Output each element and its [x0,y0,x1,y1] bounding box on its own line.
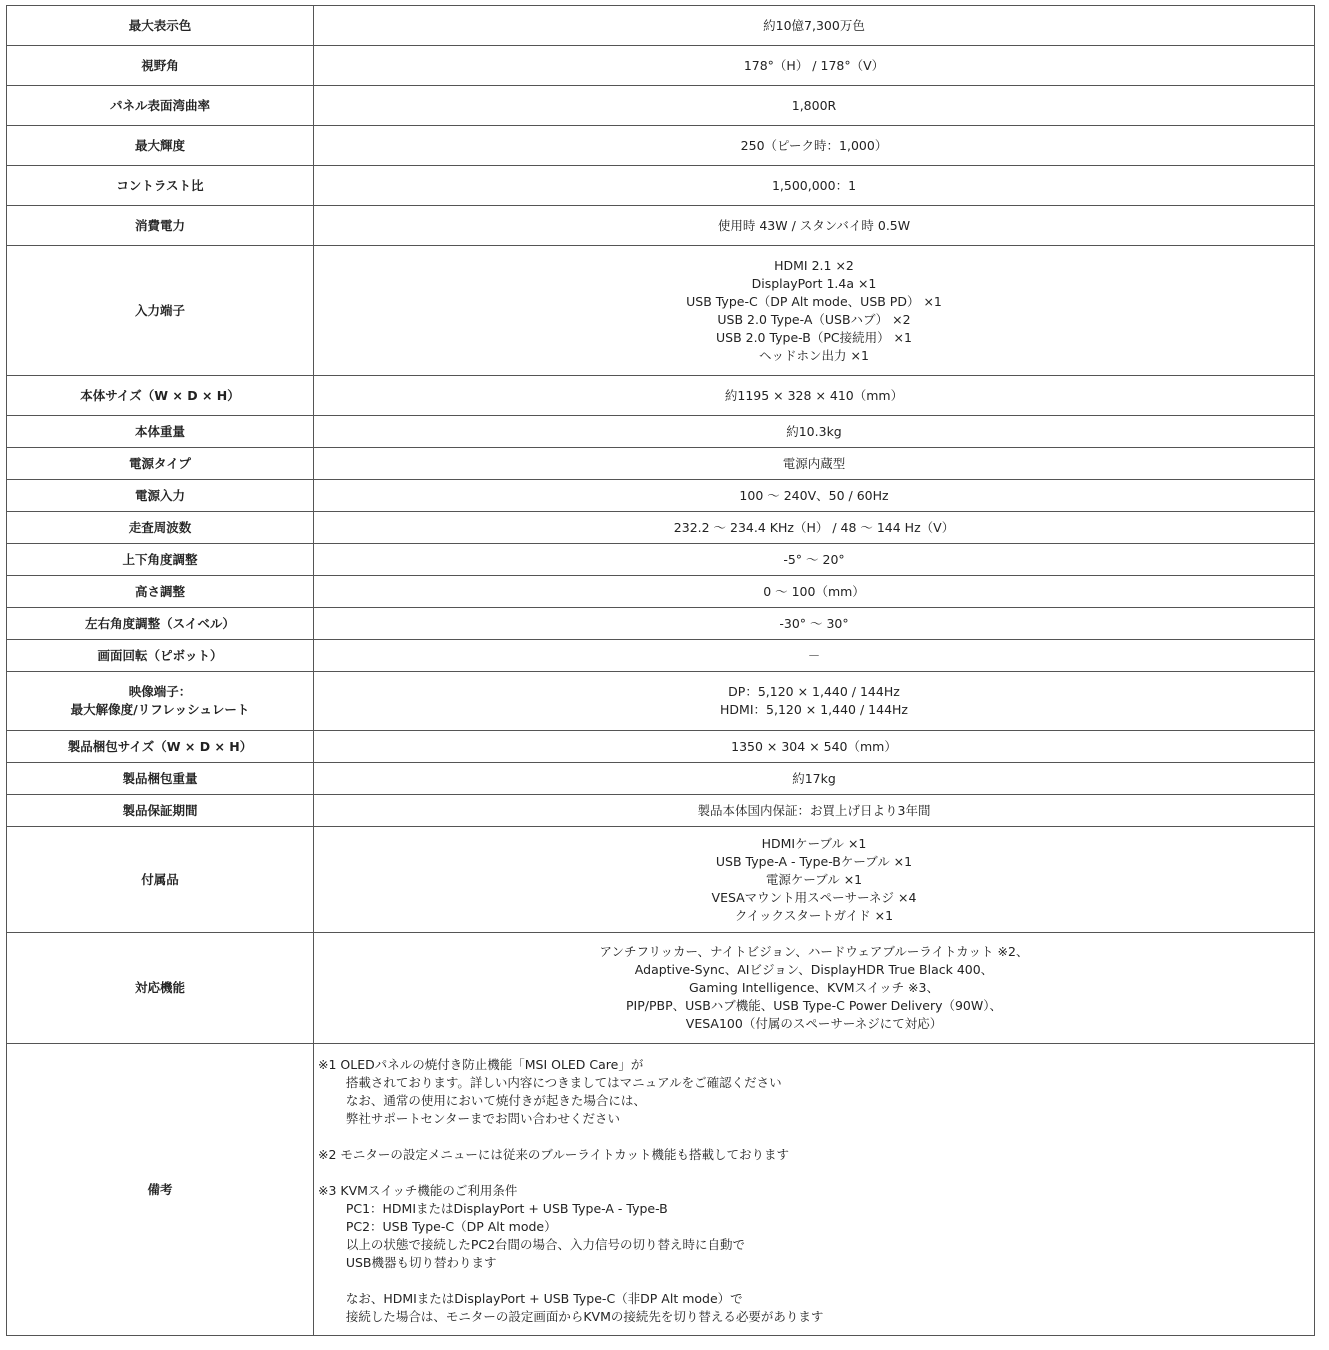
notes-line: 搭載されております。詳しい内容につきましてはマニュアルをご確認ください [318,1074,782,1090]
spec-value-line: -5° ～ 20° [783,551,845,567]
spec-value-line: USB 2.0 Type-A（USBハブ） ×2 [717,311,911,327]
spec-label [7,6,314,46]
spec-value [314,827,1315,933]
spec-label [7,672,314,731]
spec-value [314,795,1315,827]
notes-line: 以上の状態で接続したPC2台間の場合、入力信号の切り替え時に自動で [318,1236,746,1252]
spec-label [7,206,314,246]
spec-label-text: 視野角 [141,57,179,73]
spec-value-line: USB Type-A - Type-Bケーブル ×1 [715,853,913,869]
spec-value [314,376,1315,416]
spec-label [7,763,314,795]
spec-label [7,731,314,763]
spec-label-text: 付属品 [141,871,179,887]
spec-label [7,544,314,576]
spec-value-line: DisplayPort 1.4a ×1 [751,275,877,291]
spec-value-line: 電源内蔵型 [782,455,846,471]
spec-row [7,576,1315,608]
spec-table-body [7,6,1315,1336]
spec-row [7,512,1315,544]
spec-row [7,126,1315,166]
spec-label-text: コントラスト比 [116,177,204,193]
spec-row [7,827,1315,933]
spec-label-text: 電源タイプ [129,455,191,471]
spec-value [314,576,1315,608]
spec-value [314,512,1315,544]
notes-line: 弊社サポートセンターまでお問い合わせください [318,1110,620,1126]
spec-value [314,731,1315,763]
notes-line: ※2 モニターの設定メニューには従来のブルーライトカット機能も搭載しております [318,1146,790,1162]
spec-label-text: 走査周波数 [128,519,192,535]
spec-label [7,416,314,448]
notes-label: 備考 [7,1044,314,1336]
spec-value-line: 約17kg [792,770,836,786]
spec-value-line: 178°（H） / 178°（V） [743,57,885,73]
spec-label [7,126,314,166]
spec-value-line: ヘッドホン出力 ×1 [759,347,869,363]
spec-value-line: 1,500,000：1 [771,177,857,193]
spec-table [6,5,1315,1336]
notes-line: なお、通常の使用において焼付きが起きた場合には、 [318,1092,646,1108]
notes-line: PC1：HDMIまたはDisplayPort + USB Type-A - Type-B [318,1200,668,1216]
spec-value-line: HDMI：5,120 × 1,440 / 144Hz [720,702,908,717]
spec-row [7,166,1315,206]
spec-value-line: 約10.3kg [786,423,842,439]
spec-row [7,6,1315,46]
spec-row [7,376,1315,416]
spec-value-line: DP：5,120 × 1,440 / 144Hz [728,684,900,699]
spec-value [314,6,1315,46]
spec-value [314,608,1315,640]
spec-value [314,544,1315,576]
notes-row [7,1044,1315,1336]
spec-value [314,448,1315,480]
notes-line: 接続した場合は、モニターの設定画面からKVMの接続先を切り替える必要があります [318,1308,824,1324]
spec-label-text: 本体重量 [134,423,185,439]
spec-row [7,933,1315,1044]
spec-value-line: 250（ピーク時：1,000） [740,137,888,153]
spec-value [314,640,1315,672]
spec-label [7,933,314,1044]
spec-label [7,246,314,376]
spec-value-line: アンチフリッカー、ナイトビジョン、ハードウェアブルーライトカット ※2、 [599,944,1029,959]
spec-value-line: 1350 × 304 × 540（mm） [731,738,897,754]
spec-value [314,416,1315,448]
notes-value [314,1044,1315,1336]
spec-row [7,246,1315,376]
spec-value [314,246,1315,376]
spec-value-line: Gaming Intelligence、KVMスイッチ ※3、 [689,980,939,995]
spec-value-line: 232.2 ～ 234.4 KHz（H） / 48 ～ 144 Hz（V） [673,519,955,535]
spec-value-line: － [807,647,821,663]
spec-value-line: 約10億7,300万色 [763,17,865,33]
spec-value-line: -30° ～ 30° [779,615,849,631]
spec-row [7,608,1315,640]
spec-label [7,448,314,480]
notes-line: ※1 OLEDパネルの焼付き防止機能「MSI OLED Care」が [318,1056,644,1072]
spec-value [314,672,1315,731]
spec-label [7,166,314,206]
notes-line [318,1128,1310,1146]
spec-label-text: 映像端子： [128,684,192,699]
spec-label-text: 本体サイズ（W × D × H） [80,387,240,403]
spec-label-text: 最大表示色 [128,17,192,33]
spec-label-text: 製品保証期間 [122,802,198,818]
spec-row [7,46,1315,86]
spec-value-line: 使用時 43W / スタンバイ時 0.5W [717,217,911,233]
spec-value [314,166,1315,206]
spec-value-line: クイックスタートガイド ×1 [734,907,894,923]
notes-line [318,1272,1310,1290]
spec-label [7,576,314,608]
spec-row [7,86,1315,126]
spec-row [7,672,1315,731]
spec-label-text: 画面回転（ピボット） [97,647,223,663]
spec-value-line: Adaptive-Sync、AIビジョン、DisplayHDR True Black 400、 [634,962,994,977]
spec-value-line: 100 ～ 240V、50 / 60Hz [739,487,889,503]
spec-value [314,206,1315,246]
spec-row [7,640,1315,672]
spec-value-line: HDMI 2.1 ×2 [774,257,854,273]
spec-value-line: 製品本体国内保証：お買上げ日より3年間 [697,802,931,818]
spec-value [314,86,1315,126]
spec-label-text: 対応機能 [134,980,185,995]
notes-line: ※3 KVMスイッチ機能のご利用条件 [318,1182,518,1198]
spec-value-line: 電源ケーブル ×1 [765,871,863,887]
spec-row [7,795,1315,827]
spec-label-text: 高さ調整 [134,583,185,599]
spec-row [7,206,1315,246]
spec-value [314,480,1315,512]
spec-value-line: 1,800R [791,97,837,113]
spec-value [314,126,1315,166]
spec-value-line: PIP/PBP、USBハブ機能、USB Type-C Power Delivery（90W）、 [625,998,1002,1013]
spec-label [7,608,314,640]
spec-label-text: 最大解像度/リフレッシュレート [70,702,250,717]
spec-label-text: パネル表面湾曲率 [109,97,210,113]
spec-value-line: VESAマウント用スペーサーネジ ×4 [711,889,917,905]
spec-label [7,376,314,416]
spec-value-line: 0 ～ 100（mm） [763,583,865,599]
spec-row [7,763,1315,795]
spec-label-text: 左右角度調整（スイベル） [85,615,235,631]
spec-label-text: 電源入力 [134,487,185,503]
notes-line [318,1164,1310,1182]
spec-value [314,933,1315,1044]
spec-label [7,46,314,86]
spec-value-line: USB Type-C（DP Alt mode、USB PD） ×1 [686,293,942,309]
spec-label [7,795,314,827]
spec-row [7,480,1315,512]
spec-row [7,731,1315,763]
spec-value-line: 約1195 × 328 × 410（mm） [724,387,904,403]
notes-line: なお、HDMIまたはDisplayPort + USB Type-C（非DP Alt mode）で [318,1290,743,1306]
spec-value-line: HDMIケーブル ×1 [761,835,867,851]
spec-value-line: VESA100（付属のスペーサーネジにて対応） [685,1016,943,1031]
spec-label [7,640,314,672]
spec-value [314,46,1315,86]
spec-label [7,480,314,512]
spec-label [7,86,314,126]
notes-line: USB機器も切り替わります [318,1254,497,1270]
spec-value [314,763,1315,795]
spec-label-text: 製品梱包サイズ（W × D × H） [67,738,253,754]
notes-line: PC2：USB Type-C（DP Alt mode） [318,1218,557,1234]
spec-row [7,448,1315,480]
spec-label-text: 上下角度調整 [122,551,198,567]
spec-row [7,544,1315,576]
spec-row [7,416,1315,448]
spec-label-text: 製品梱包重量 [122,770,198,786]
spec-label [7,512,314,544]
spec-label-text: 最大輝度 [134,137,185,153]
spec-label-text: 入力端子 [134,302,185,318]
spec-label [7,827,314,933]
spec-value-line: USB 2.0 Type-B（PC接続用） ×1 [715,329,912,345]
spec-label-text: 消費電力 [134,217,185,233]
